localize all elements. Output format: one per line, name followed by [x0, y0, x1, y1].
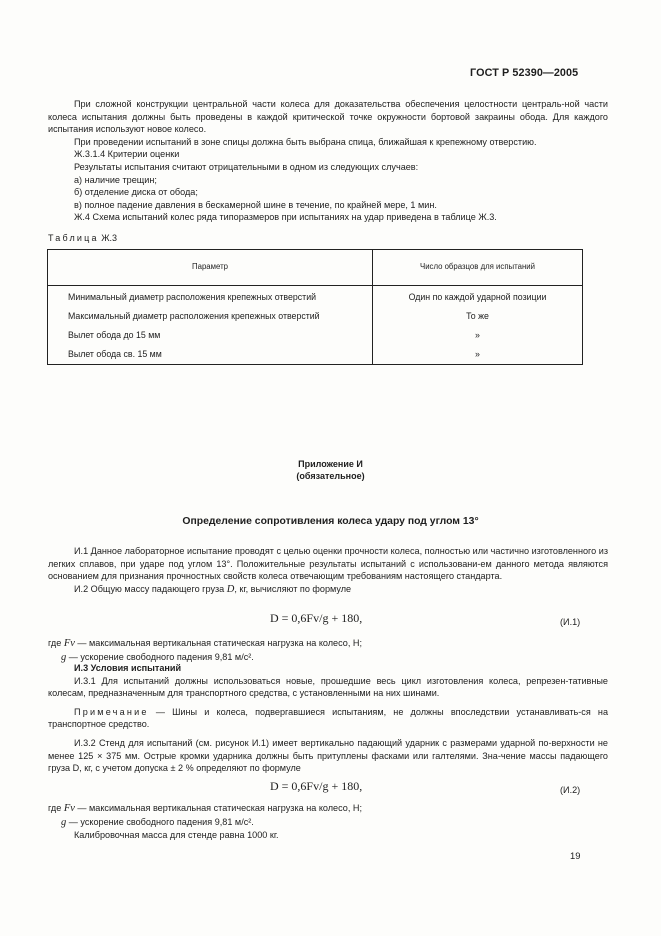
- page-number: 19: [570, 850, 581, 861]
- text: — максимальная вертикальная статическая нагрузка на колесо, Н;: [74, 803, 362, 813]
- appendix-title: Приложение И: [298, 459, 363, 469]
- paragraph: Результаты испытания считают отрицательными в одном из следующих случаев:: [74, 161, 419, 172]
- table-caption-word: Таблица: [48, 233, 99, 243]
- text: где: [48, 803, 64, 813]
- where-line: [48, 802, 608, 816]
- variable: Fv: [63, 638, 75, 649]
- table-header-samples: Число образцов для испытаний: [373, 250, 583, 286]
- text: — ускорение свободного падения 9,81 м/с².: [66, 651, 254, 662]
- list-item: б) отделение диска от обода;: [74, 187, 198, 198]
- text: И.2 Общую массу падающего груза: [74, 583, 227, 594]
- table-row: [48, 345, 583, 365]
- standard-number: ГОСТ Р 52390—2005: [470, 67, 579, 79]
- equation-2: [270, 780, 362, 794]
- note: [48, 706, 608, 731]
- intro-section: [48, 98, 608, 224]
- text: — максимальная вертикальная статическая нагрузка на колесо, Н;: [74, 638, 362, 648]
- body-section-2: [48, 662, 608, 775]
- text: , кг, вычисляют по формуле: [234, 583, 352, 594]
- note-label: Примечание: [74, 706, 149, 717]
- where-block-2: [48, 802, 608, 842]
- table-row: [48, 286, 583, 308]
- note-text: — Шины и колеса, подвергавшиеся испытаниям, не должны впоследствии устанавливать-ся на транспортное средство.: [48, 706, 608, 730]
- table-row: [48, 326, 583, 345]
- section-heading: И.3 Условия испытаний: [74, 663, 182, 673]
- table-cell: Вылет обода св. 15 мм: [48, 345, 373, 365]
- equation-text: D = 0,6Fv/g + 180,: [270, 611, 363, 625]
- appendix-heading: Определение сопротивления колеса удару под углом 13°: [182, 516, 479, 527]
- text: — ускорение свободного падения 9,81 м/с².: [66, 816, 254, 827]
- table-cell: Минимальный диаметр расположения крепежных отверстий: [48, 286, 373, 308]
- body-section-1: [48, 545, 608, 596]
- variable: D: [226, 583, 235, 595]
- clause-heading: Ж.3.1.4 Критерии оценки: [74, 149, 180, 160]
- variable: g: [61, 651, 67, 663]
- where-line: [48, 816, 608, 830]
- paragraph: И.1 Данное лабораторное испытание проводят с целью оценки прочности колеса, полностью или частично изготовленного из легких сплавов, при ударе под углом 13°. Положительные результаты испытаний с использовани-ем данного метода являются основанием для признания прочностных свойств колеса отвечающим требованиям настоящего стандарта.: [48, 546, 608, 582]
- equation-1-number: (И.1): [560, 617, 581, 627]
- paragraph: [48, 583, 608, 597]
- table-cell: Один по каждой ударной позиции: [373, 286, 583, 308]
- paragraph: Ж.4 Схема испытаний колес ряда типоразмеров при испытаниях на удар приведена в таблице Ж.3.: [74, 212, 497, 223]
- table-cell: Максимальный диаметр расположения крепежных отверстий: [48, 307, 373, 326]
- text: где: [48, 638, 64, 648]
- paragraph: Калибровочная масса для стенде равна 1000 кг.: [74, 830, 279, 841]
- list-item: а) наличие трещин;: [74, 174, 157, 185]
- appendix-status: (обязательное): [296, 471, 365, 481]
- equation-2-number: (И.2): [560, 785, 581, 795]
- equation-text: D = 0,6Fv/g + 180,: [270, 779, 363, 793]
- samples-table: [47, 249, 583, 365]
- table-caption-number: Ж.3: [101, 233, 118, 243]
- table-cell: То же: [373, 307, 583, 326]
- table-cell: »: [373, 326, 583, 345]
- table-cell: »: [373, 345, 583, 365]
- variable: Fv: [63, 803, 75, 814]
- where-block-1: [48, 637, 608, 664]
- paragraph: При сложной конструкции центральной части колеса для доказательства обеспечения целостности централь-ной части колеса испытания должны быть проведены в каждой критической точке окружности бортовой закраины обода. Для каждого испытания используют новое колесо.: [48, 99, 608, 135]
- paragraph: И.3.1 Для испытаний должны использоваться новые, прошедшие весь цикл изготовления колеса, репрезен-тативные колесам, предназначенным для транспортного средства, с установленными на них шинами.: [48, 675, 608, 699]
- table-header-parameter: Параметр: [48, 250, 373, 286]
- table-caption: [48, 232, 117, 245]
- table-row: [48, 307, 583, 326]
- paragraph: И.3.2 Стенд для испытаний (см. рисунок И.1) имеет вертикально падающий ударник с размерами ударной по-верхности не менее 125 × 375 мм. Острые кромки ударника должны быть притуплены фасками или галтелями. Зна-чение массы падающего груза D, кг, с учетом допуска ± 2 % определяют по формуле: [48, 737, 608, 774]
- variable: g: [61, 816, 67, 828]
- paragraph: При проведении испытаний в зоне спицы должна быть выбрана спица, ближайшая к крепежному отверстию.: [74, 136, 537, 147]
- list-item: в) полное падение давления в бескамерной шине в течение, по крайней мере, 1 мин.: [74, 199, 437, 210]
- where-line: [48, 637, 608, 651]
- equation-1: [270, 612, 362, 626]
- table-cell: Вылет обода до 15 мм: [48, 326, 373, 345]
